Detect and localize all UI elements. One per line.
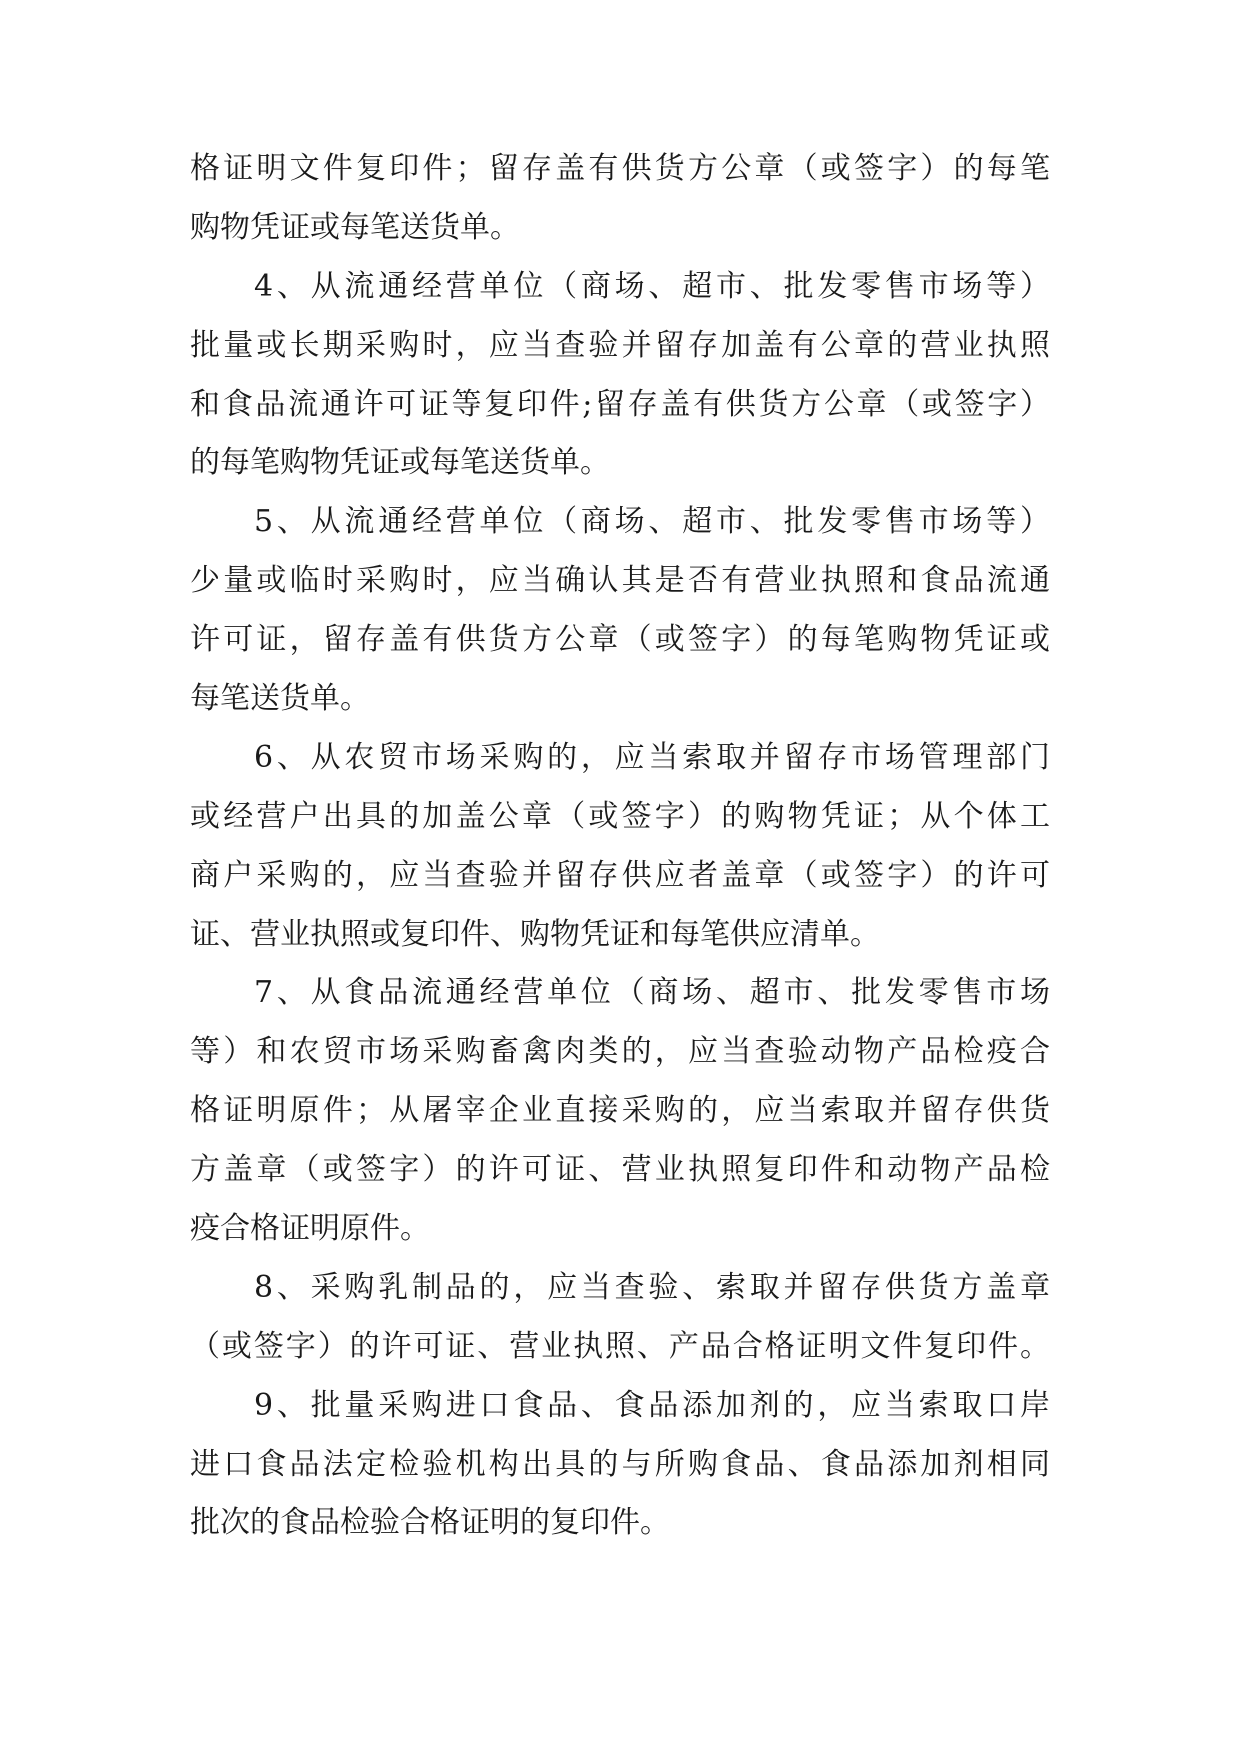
document-body	[190, 140, 1050, 1553]
text-line: 等）和农贸市场采购畜禽肉类的，应当查验动物产品检疫合	[190, 1034, 1050, 1070]
paragraph-item-7-line: 7、从食品流通经营单位（商场、超市、批发零售市场	[254, 975, 1050, 1011]
text-line: 格证明文件复印件；留存盖有供货方公章（或签字）的每笔	[190, 151, 1050, 186]
text-line: 证、营业执照或复印件、购物凭证和每笔供应清单。	[190, 916, 880, 952]
text-line: 进口食品法定检验机构出具的与所购食品、食品添加剂相同	[190, 1446, 1050, 1482]
text-line: （或签字）的许可证、营业执照、产品合格证明文件复印件。	[190, 1328, 1050, 1364]
text-line: 批量或长期采购时，应当查验并留存加盖有公章的营业执照	[190, 327, 1050, 363]
text-line: 的每笔购物凭证或每笔送货单。	[190, 445, 610, 481]
paragraph-item-9-line: 9、批量采购进口食品、食品添加剂的，应当索取口岸	[254, 1387, 1050, 1423]
text-line: 购物凭证或每笔送货单。	[190, 209, 520, 245]
paragraph-item-8-line: 8、采购乳制品的，应当查验、索取并留存供货方盖章	[254, 1269, 1050, 1305]
text-line: 少量或临时采购时，应当确认其是否有营业执照和食品流通	[190, 563, 1050, 599]
text-line: 许可证，留存盖有供货方公章（或签字）的每笔购物凭证或	[190, 622, 1050, 658]
text-line: 批次的食品检验合格证明的复印件。	[190, 1505, 670, 1541]
text-line: 商户采购的，应当查验并留存供应者盖章（或签字）的许可	[190, 857, 1050, 893]
text-line: 格证明原件；从屠宰企业直接采购的，应当索取并留存供货	[190, 1093, 1050, 1129]
paragraph-item-4-line: 4、从流通经营单位（商场、超市、批发零售市场等）	[254, 268, 1050, 304]
text-line: 疫合格证明原件。	[190, 1211, 430, 1247]
text-line: 和食品流通许可证等复印件;留存盖有供货方公章（或签字）	[190, 386, 1050, 422]
text-line: 或经营户出具的加盖公章（或签字）的购物凭证；从个体工	[190, 798, 1050, 834]
text-line: 每笔送货单。	[190, 681, 370, 717]
text-line: 方盖章（或签字）的许可证、营业执照复印件和动物产品检	[190, 1152, 1050, 1188]
paragraph-item-5-line: 5、从流通经营单位（商场、超市、批发零售市场等）	[254, 504, 1050, 540]
paragraph-item-6-line: 6、从农贸市场采购的，应当索取并留存市场管理部门	[254, 739, 1050, 775]
